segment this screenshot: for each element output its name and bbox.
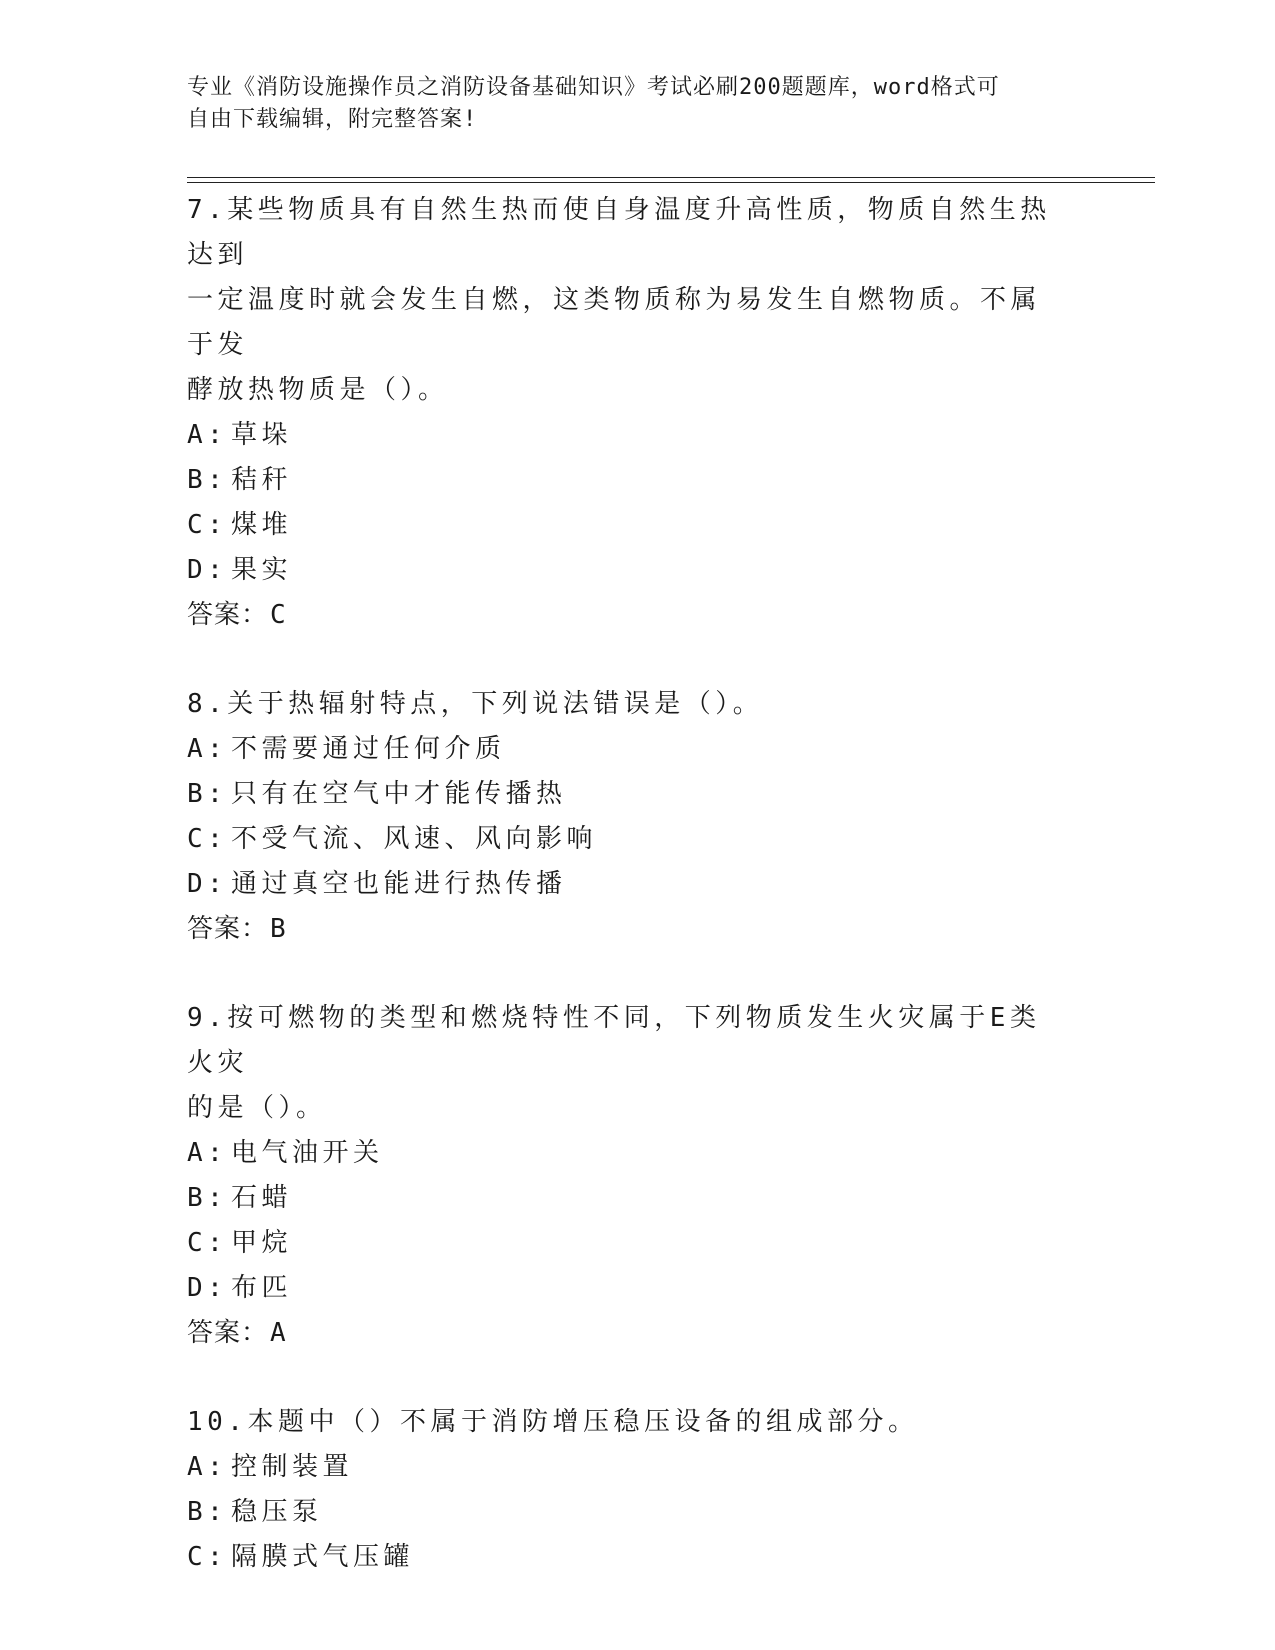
option-text: 煤堆 xyxy=(231,510,293,540)
option-text: 稳压泵 xyxy=(231,1497,323,1527)
option-letter: C: xyxy=(187,1228,228,1258)
option-text: 甲烷 xyxy=(231,1228,293,1258)
answer-label: 答案： xyxy=(187,914,269,944)
option-text: 控制装置 xyxy=(231,1452,354,1482)
option-text: 隔膜式气压罐 xyxy=(231,1542,415,1572)
option-text: 石蜡 xyxy=(231,1183,293,1213)
option-text: 草垛 xyxy=(231,420,293,450)
question-stem-line: 的是（）。 xyxy=(187,1093,327,1123)
option-letter: C: xyxy=(187,510,228,540)
answer-label: 答案： xyxy=(187,1318,269,1348)
option-d xyxy=(187,1266,1067,1311)
option-letter: A: xyxy=(187,1138,228,1168)
question-9 xyxy=(187,996,1067,1356)
option-c xyxy=(187,817,1067,862)
header-title-line-1: 专业《消防设施操作员之消防设备基础知识》考试必刷200题题库，word格式可 xyxy=(187,75,1000,100)
option-letter: A: xyxy=(187,420,228,450)
question-7 xyxy=(187,188,1067,638)
option-letter: A: xyxy=(187,734,228,764)
option-c xyxy=(187,1221,1067,1266)
option-letter: D: xyxy=(187,555,228,585)
option-a xyxy=(187,1445,1067,1490)
answer-line xyxy=(187,1311,1067,1356)
option-text: 电气油开关 xyxy=(231,1138,384,1168)
option-text: 秸秆 xyxy=(231,465,293,495)
answer-value: C xyxy=(270,600,287,630)
option-letter: D: xyxy=(187,1273,228,1303)
option-text: 不受气流、风速、风向影响 xyxy=(231,824,598,854)
answer-line xyxy=(187,907,1067,952)
answer-label: 答案： xyxy=(187,600,269,630)
answer-value: A xyxy=(270,1318,287,1348)
option-a xyxy=(187,727,1067,772)
option-c xyxy=(187,1535,1067,1580)
option-letter: C: xyxy=(187,824,228,854)
option-letter: B: xyxy=(187,779,228,809)
option-letter: B: xyxy=(187,1183,228,1213)
option-d xyxy=(187,862,1067,907)
option-a xyxy=(187,1131,1067,1176)
question-list xyxy=(187,188,1067,1624)
option-text: 果实 xyxy=(231,555,293,585)
question-stem-line: 酵放热物质是（）。 xyxy=(187,375,449,405)
header-divider-bottom xyxy=(187,182,1155,183)
question-10 xyxy=(187,1400,1067,1580)
question-8 xyxy=(187,682,1067,952)
header-title-line-2: 自由下载编辑，附完整答案! xyxy=(187,107,478,132)
option-d xyxy=(187,548,1067,593)
question-stem-line: 一定温度时就会发生自燃，这类物质称为易发生自燃物质。不属于发 xyxy=(187,285,1042,360)
option-c xyxy=(187,503,1067,548)
answer-value: B xyxy=(270,914,287,944)
option-b xyxy=(187,1176,1067,1221)
option-letter: D: xyxy=(187,869,228,899)
option-b xyxy=(187,458,1067,503)
option-letter: B: xyxy=(187,465,228,495)
option-b xyxy=(187,772,1067,817)
answer-line xyxy=(187,593,1067,638)
question-stem-line: 10.本题中（）不属于消防增压稳压设备的组成部分。 xyxy=(187,1407,919,1437)
header-divider-top xyxy=(187,177,1155,178)
option-text: 只有在空气中才能传播热 xyxy=(231,779,567,809)
option-text: 不需要通过任何介质 xyxy=(231,734,506,764)
option-text: 布匹 xyxy=(231,1273,293,1303)
option-letter: A: xyxy=(187,1452,228,1482)
option-text: 通过真空也能进行热传播 xyxy=(231,869,567,899)
option-b xyxy=(187,1490,1067,1535)
question-stem-line: 7.某些物质具有自然生热而使自身温度升高性质，物质自然生热达到 xyxy=(187,195,1051,270)
question-stem-line: 8.关于热辐射特点，下列说法错误是（）。 xyxy=(187,689,764,719)
document-header xyxy=(187,72,1067,136)
option-letter: B: xyxy=(187,1497,228,1527)
option-a xyxy=(187,413,1067,458)
question-stem-line: 9.按可燃物的类型和燃烧特性不同，下列物质发生火灾属于E类火灾 xyxy=(187,1003,1041,1078)
option-letter: C: xyxy=(187,1542,228,1572)
